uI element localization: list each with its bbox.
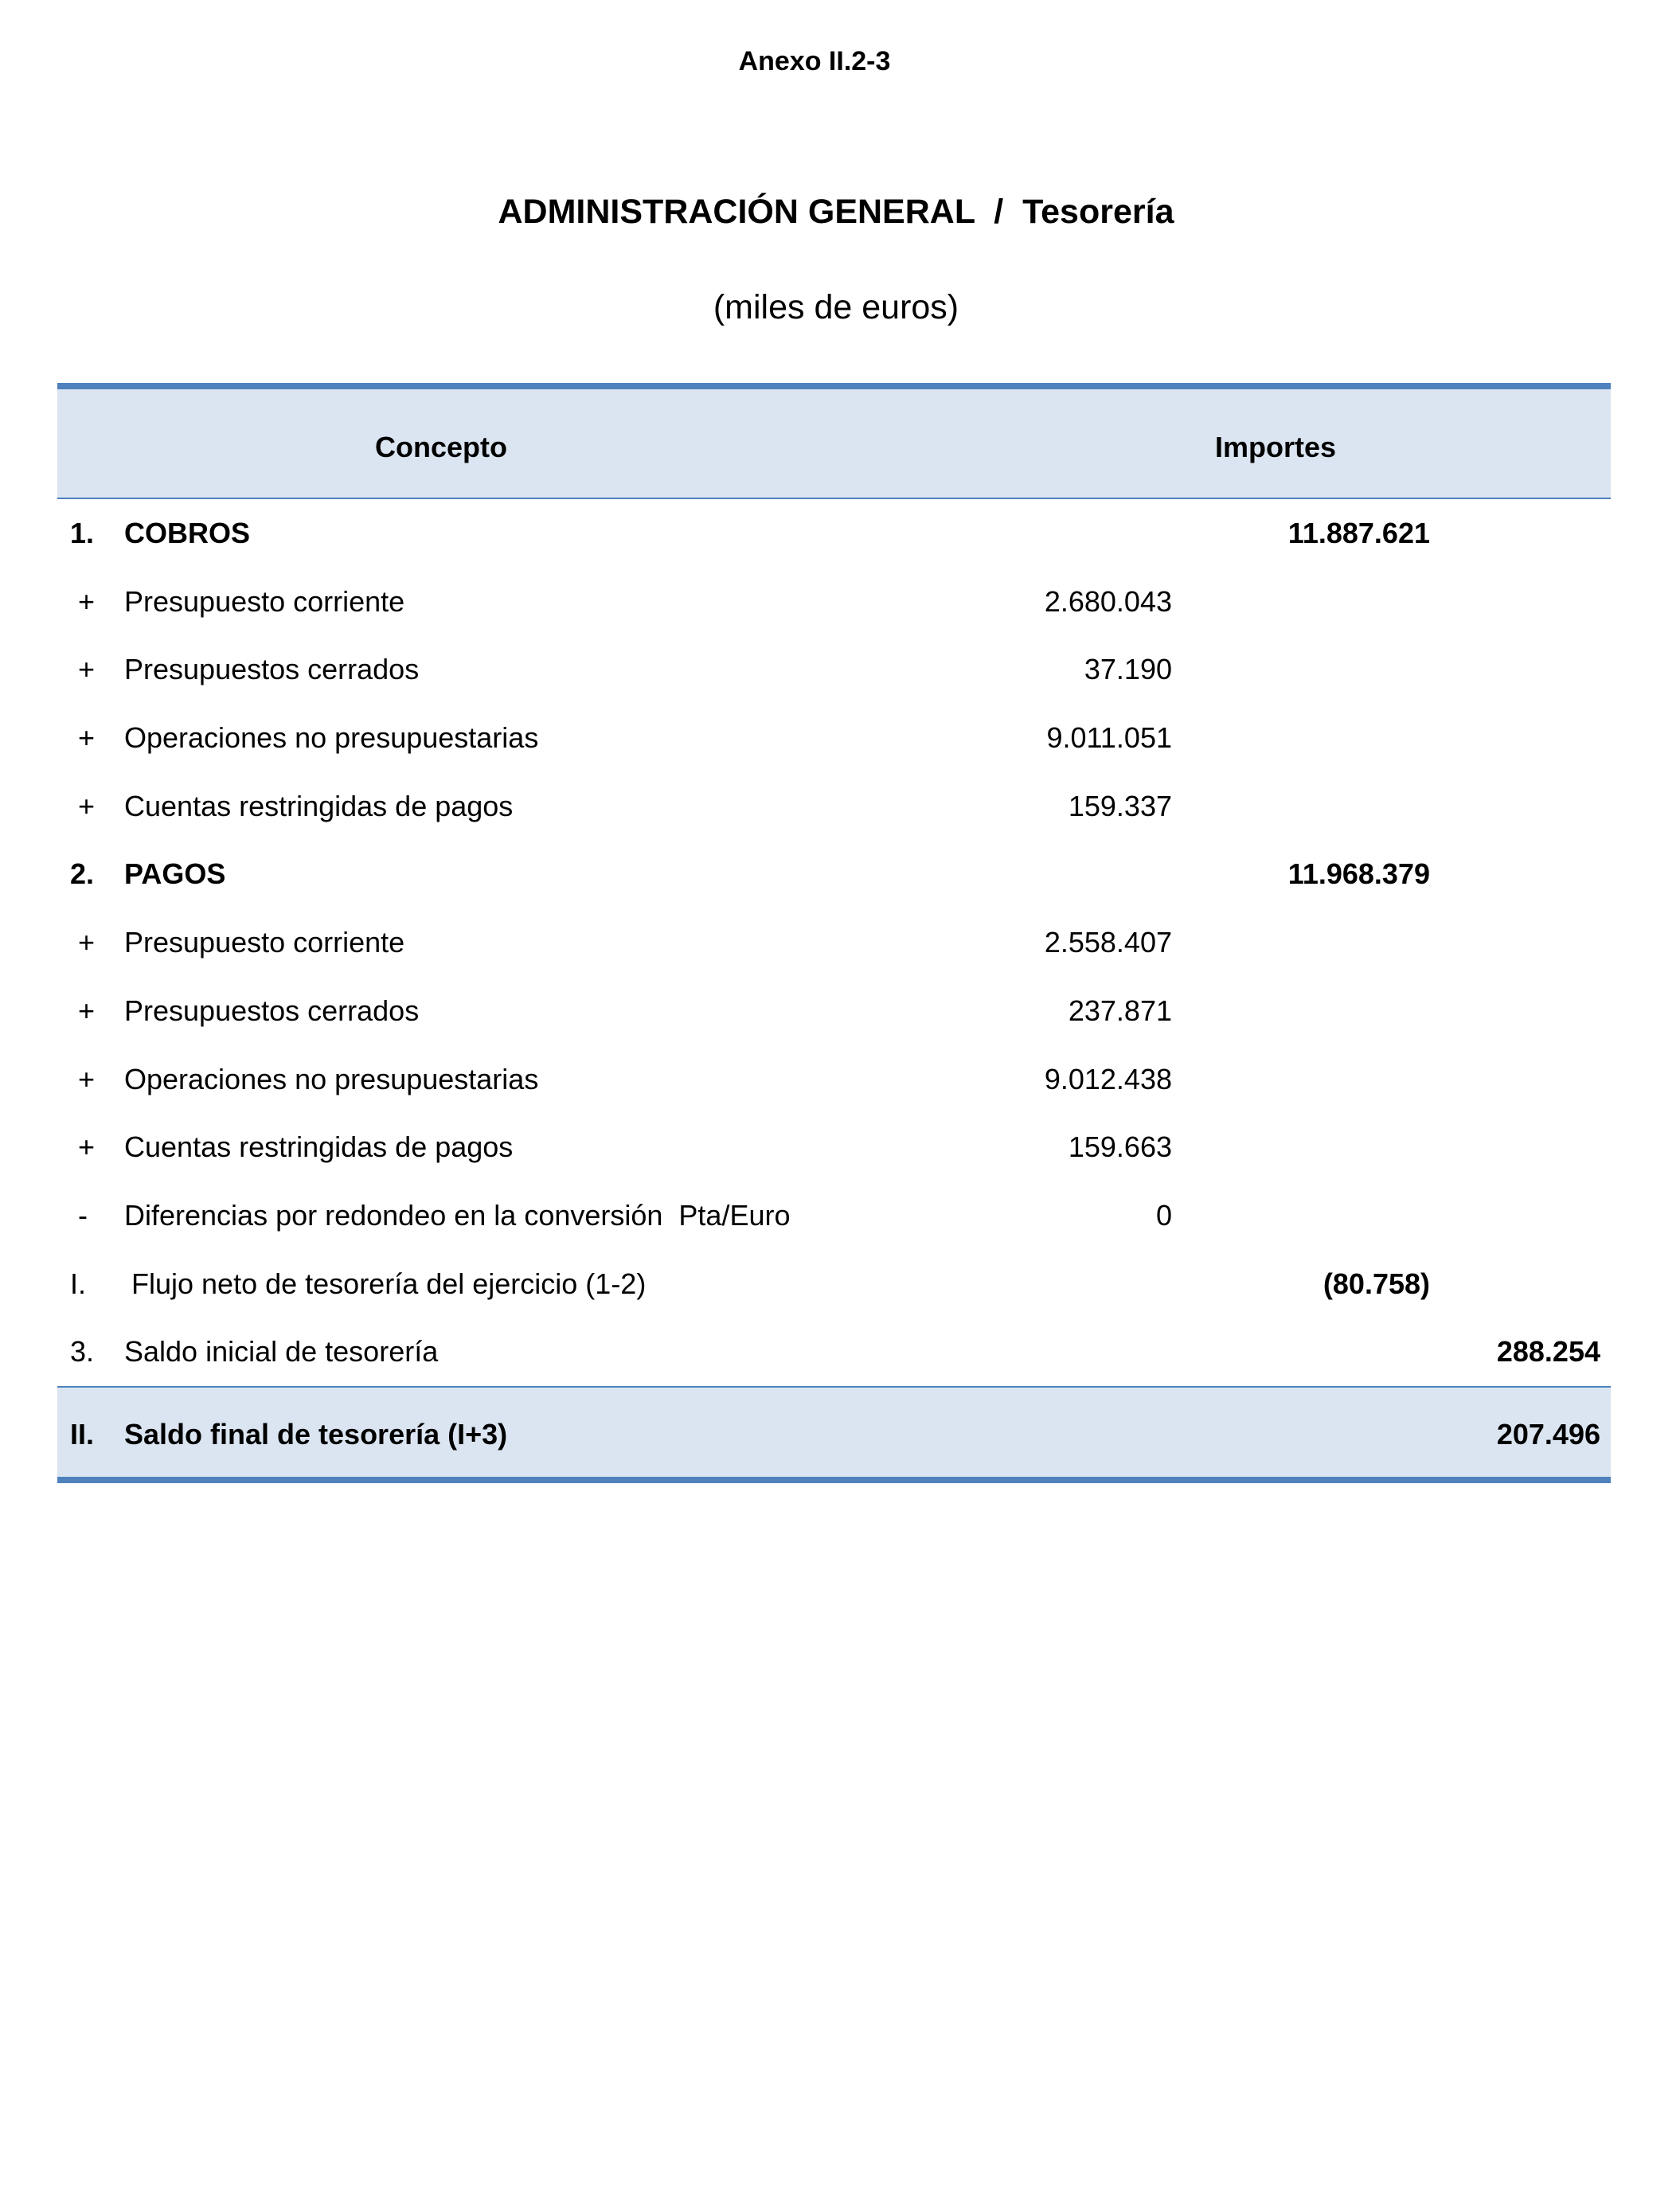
- table-row: [57, 908, 1611, 977]
- row-sign: +: [78, 653, 96, 686]
- row-number: 3.: [70, 1335, 95, 1369]
- row-number: I.: [70, 1267, 87, 1300]
- total-label: Saldo final de tesorería (I+3): [124, 1417, 508, 1451]
- table-row: [57, 1318, 1611, 1388]
- table-row: [57, 704, 1611, 772]
- table-row: [57, 1250, 1611, 1318]
- units-subtitle: (miles de euros): [713, 288, 959, 326]
- row-amount: 37.190: [1084, 653, 1172, 686]
- row-label: Operaciones no presupuestarias: [124, 721, 539, 755]
- row-label: COBROS: [124, 517, 251, 549]
- row-label: Cuentas restringidas de pagos: [124, 789, 514, 822]
- treasury-table: [57, 383, 1611, 1483]
- table-row: [57, 1045, 1611, 1114]
- table-header: [57, 389, 1611, 499]
- total-amount: 207.496: [1496, 1417, 1600, 1451]
- row-label: Flujo neto de tesorería del ejercicio (1-2): [131, 1267, 647, 1300]
- annex-label: Anexo II.2-3: [738, 46, 891, 76]
- table-row: [57, 568, 1611, 636]
- row-total-amount: (80.758): [1323, 1267, 1430, 1300]
- row-total-amount: 11.887.621: [1287, 517, 1430, 549]
- row-sign: +: [78, 926, 96, 959]
- header-amounts: Importes: [1214, 431, 1337, 463]
- row-label: Presupuesto corriente: [124, 584, 405, 618]
- row-sign: +: [78, 994, 96, 1027]
- table-row: [57, 499, 1611, 568]
- row-balance-amount: 288.254: [1496, 1335, 1600, 1369]
- row-sign: +: [78, 584, 96, 618]
- table-bottom-rule: [57, 1477, 1611, 1483]
- row-label: Diferencias por redondeo en la conversión Pta/Euro: [124, 1198, 791, 1232]
- table-row: [57, 840, 1611, 908]
- row-amount: 9.012.438: [1044, 1062, 1172, 1095]
- row-label: PAGOS: [124, 857, 226, 891]
- row-amount: 159.337: [1068, 789, 1172, 822]
- page-title: ADMINISTRACIÓN GENERAL / Tesorería: [498, 193, 1174, 231]
- header-concept: Concepto: [375, 431, 507, 463]
- row-amount: 2.680.043: [1044, 584, 1172, 618]
- table-row: [57, 977, 1611, 1045]
- row-label: Operaciones no presupuestarias: [124, 1062, 539, 1095]
- row-total-amount: 11.968.379: [1287, 857, 1430, 891]
- row-sign: +: [78, 1130, 96, 1164]
- row-sign: +: [78, 789, 96, 822]
- row-amount: 0: [1155, 1198, 1172, 1232]
- row-sign: -: [78, 1198, 88, 1232]
- row-label: Cuentas restringidas de pagos: [124, 1130, 514, 1164]
- row-label: Presupuesto corriente: [124, 926, 405, 959]
- row-amount: 237.871: [1068, 994, 1172, 1027]
- row-label: Presupuestos cerrados: [124, 994, 420, 1027]
- row-label: Saldo inicial de tesorería: [124, 1335, 439, 1369]
- table-row: [57, 1181, 1611, 1250]
- row-sign: +: [78, 721, 96, 755]
- row-amount: 159.663: [1068, 1130, 1172, 1164]
- row-sign: +: [78, 1062, 96, 1095]
- table-row: [57, 1113, 1611, 1181]
- row-number: 1.: [70, 517, 95, 549]
- table-row: [57, 772, 1611, 841]
- row-amount: 2.558.407: [1044, 926, 1172, 959]
- row-label: Presupuestos cerrados: [124, 653, 420, 686]
- table-top-rule: [57, 383, 1611, 389]
- row-number: 2.: [70, 857, 95, 891]
- table-row: [57, 635, 1611, 704]
- total-number: II.: [70, 1417, 95, 1451]
- total-row: [57, 1388, 1611, 1477]
- row-amount: 9.011.051: [1046, 721, 1172, 755]
